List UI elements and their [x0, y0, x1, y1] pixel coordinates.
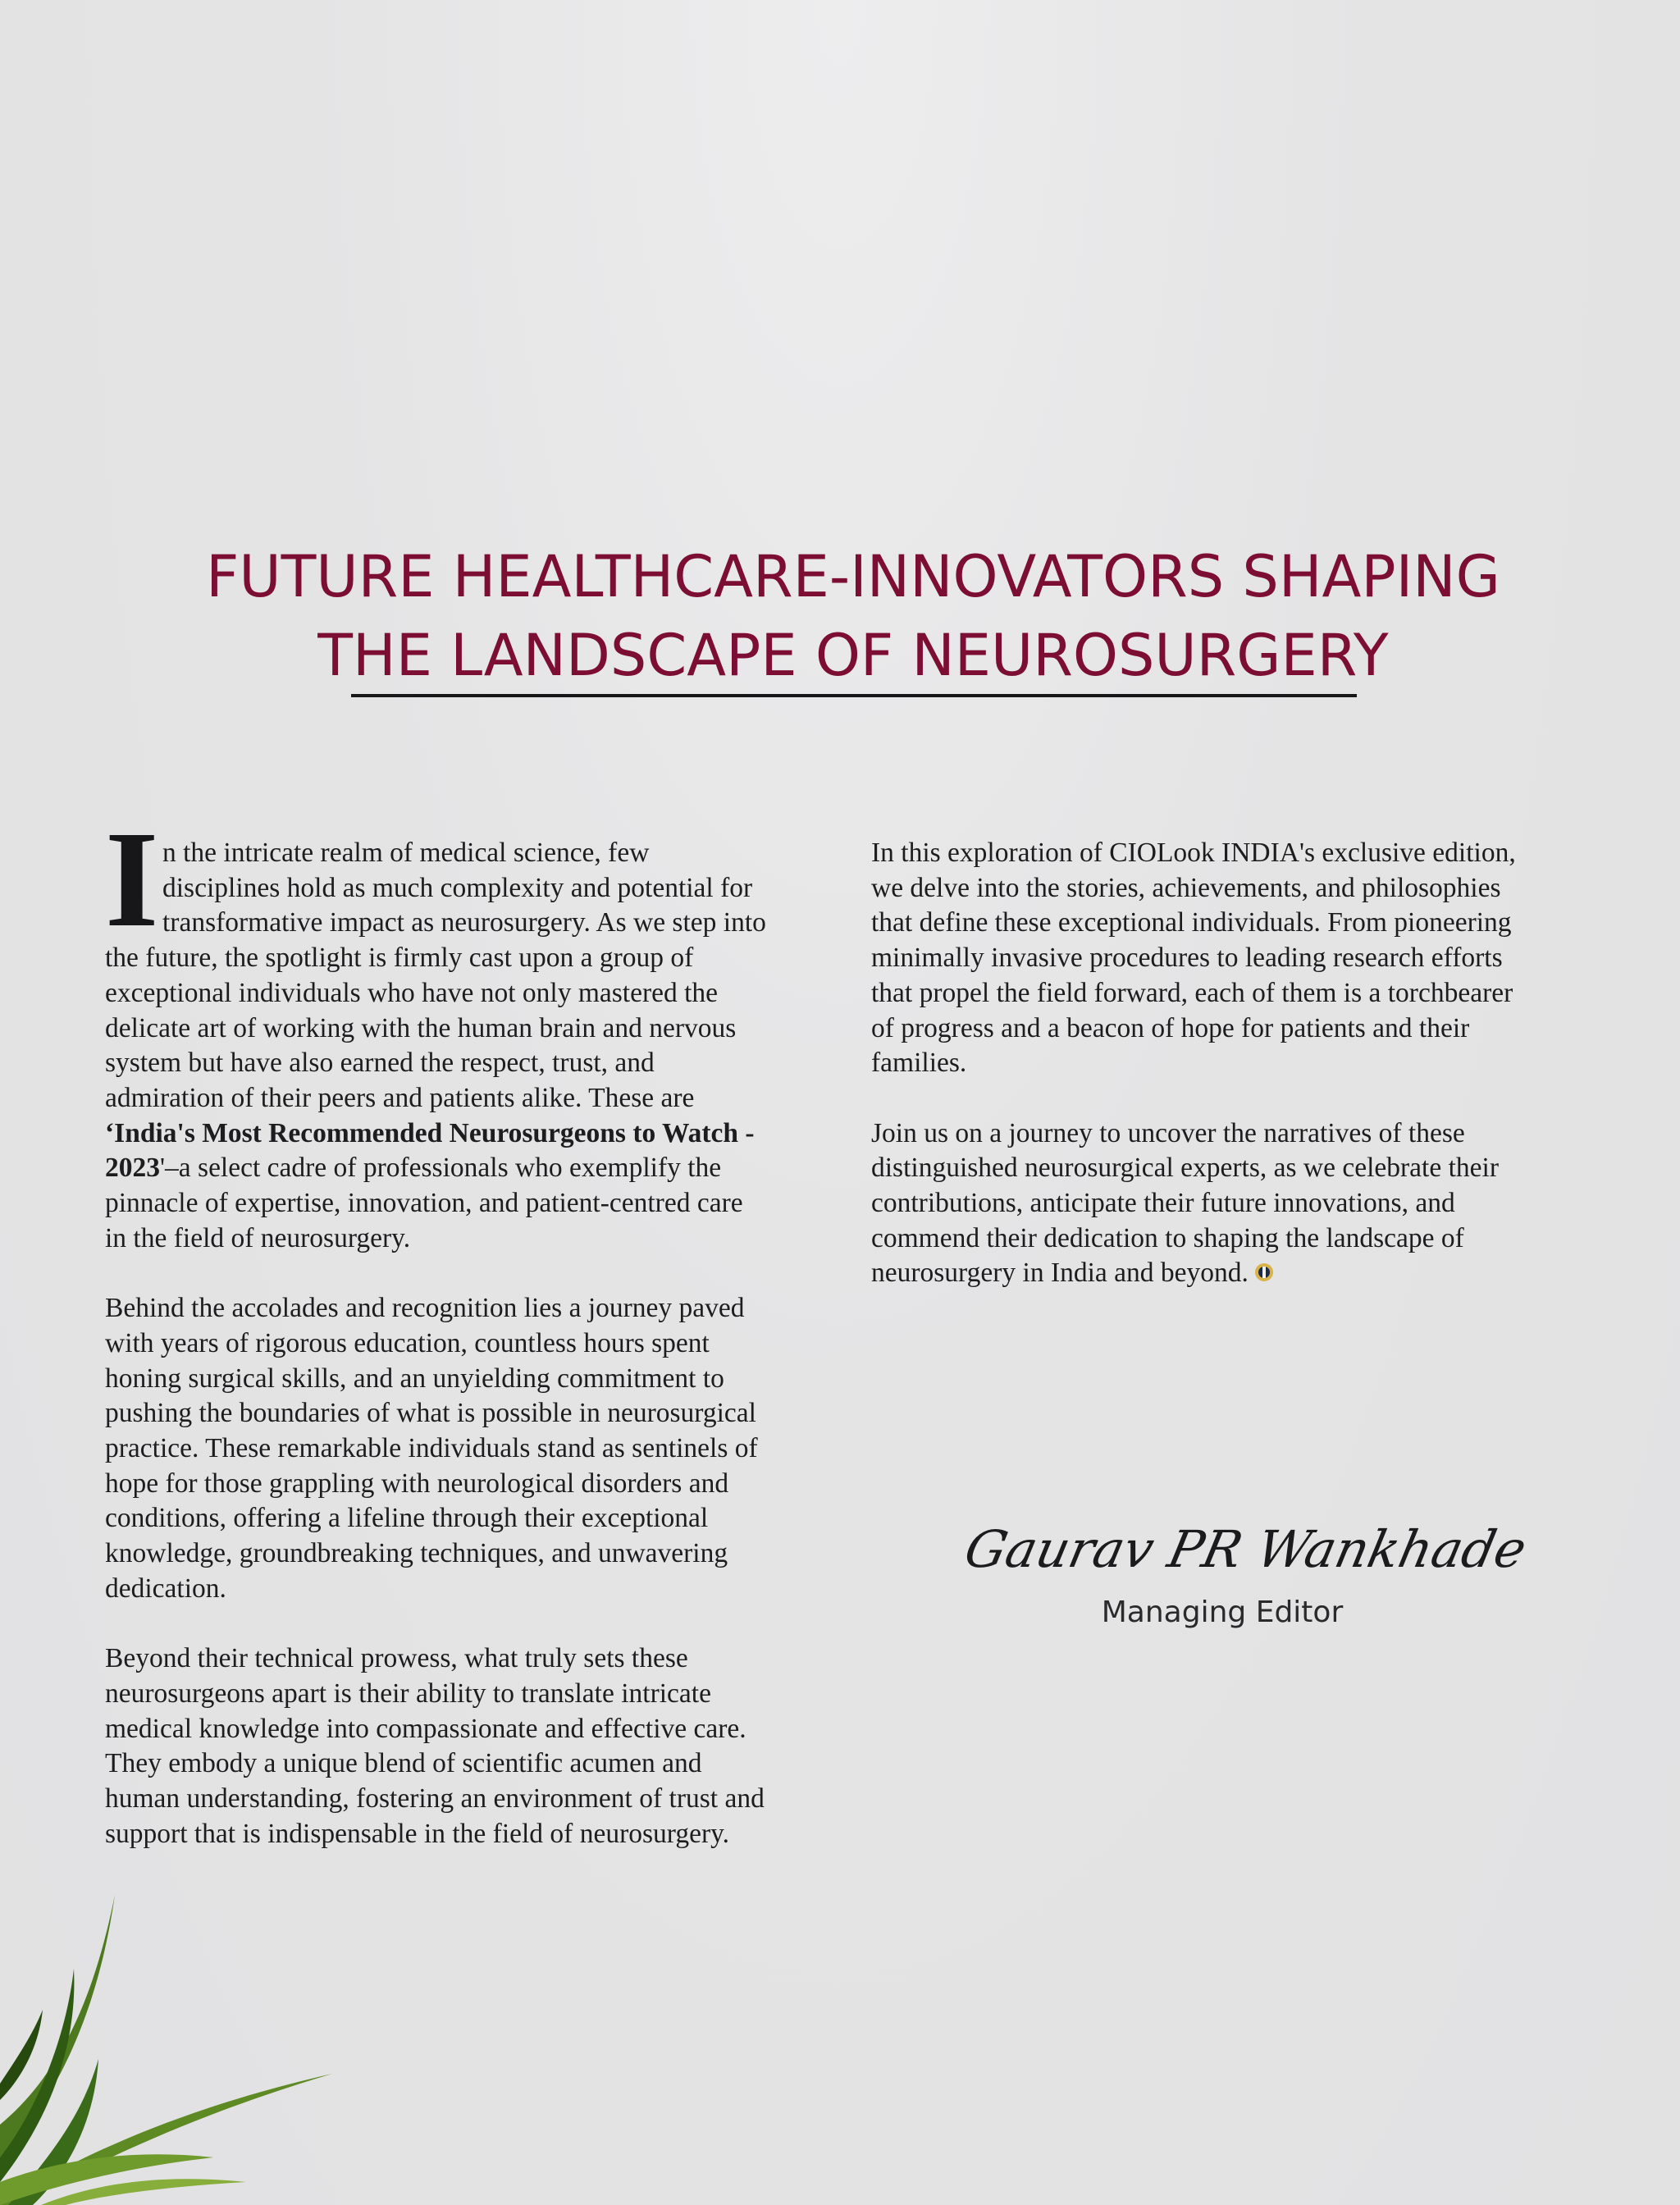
text-line: pinnacle of expertise, innovation, and patient-centred care — [105, 1188, 743, 1219]
signature-role: Managing Editor — [1101, 1596, 1344, 1629]
text-line: disciplines hold as much complexity and potential for — [162, 872, 753, 903]
text-line-end: neurosurgery in India and beyond. — [871, 1258, 1249, 1289]
text-line: exceptional individuals who have not only mastered the — [105, 977, 719, 1008]
signature-name: Gaurav PR Wankhade — [959, 1519, 1532, 1579]
text-line: support that is indispensable in the field of neurosurgery. — [105, 1818, 730, 1849]
text-line: commend their dedication to shaping the landscape of — [871, 1222, 1464, 1253]
text-line: admiration of their peers and patients alike. These are — [105, 1082, 695, 1113]
text-line: knowledge, groundbreaking techniques, and unwavering — [105, 1538, 728, 1569]
plant-decoration — [0, 1772, 361, 2205]
text-line: of progress and a beacon of hope for patients and their — [871, 1012, 1470, 1043]
text-line: neurosurgeons apart is their ability to translate intricate — [105, 1678, 711, 1709]
text-line: that define these exceptional individuals. From pioneering — [871, 907, 1512, 938]
right-column — [871, 836, 1593, 1326]
text-line: In this exploration of CIOLook INDIA's exclusive edition, — [871, 838, 1516, 868]
text-line: distinguished neurosurgical experts, as we celebrate their — [871, 1153, 1499, 1184]
text-line: conditions, offering a lifeline through their exceptional — [105, 1503, 709, 1534]
text-line: delicate art of working with the human brain and nervous — [105, 1012, 737, 1043]
text-line: contributions, anticipate their future innovations, and — [871, 1188, 1455, 1219]
editor-signature — [959, 1501, 1532, 1600]
text-line: in the field of neurosurgery. — [105, 1222, 411, 1253]
text-line — [105, 1151, 827, 1186]
text-line: minimally invasive procedures to leading research efforts — [871, 943, 1503, 974]
article-title-line-1: FUTURE HEALTHCARE-INNOVATORS SHAPING — [206, 543, 1500, 610]
title-underline — [351, 694, 1357, 697]
text-line: dedication. — [105, 1573, 226, 1604]
text-line: They embody a unique blend of scientific acumen and — [105, 1748, 702, 1779]
text-line: n the intricate realm of medical science, few — [162, 838, 650, 868]
left-paragraph-2 — [105, 1291, 827, 1606]
award-title-line: ‘India's Most Recommended Neurosurgeons to Watch - — [105, 1117, 755, 1148]
text-line: families. — [871, 1048, 967, 1079]
text-line: medical knowledge into compassionate and effective care. — [105, 1713, 746, 1744]
text-line: Beyond their technical prowess, what truly sets these — [105, 1643, 688, 1674]
right-paragraph-1 — [871, 836, 1593, 1081]
award-year: 2023 — [105, 1153, 160, 1184]
text-line: with years of rigorous education, countless hours spent — [105, 1327, 710, 1358]
text-line: practice. These remarkable individuals stand as sentinels of — [105, 1432, 758, 1463]
left-column — [105, 836, 827, 1887]
text-line: transformative impact as neurosurgery. As we step into — [162, 907, 766, 938]
text-line: pushing the boundaries of what is possible in neurosurgical — [105, 1398, 756, 1429]
text-line: we delve into the stories, achievements, and philosophies — [871, 872, 1501, 903]
text-line-rest: '–a select cadre of professionals who exemplify the — [160, 1153, 722, 1184]
text-line: the future, the spotlight is firmly cast upon a group of — [105, 943, 694, 974]
text-line: hope for those grappling with neurological disorders and — [105, 1468, 729, 1499]
text-line: human understanding, fostering an environment of trust and — [105, 1783, 765, 1814]
text-line: system but have also earned the respect, trust, and — [105, 1048, 655, 1079]
drop-cap: I — [105, 803, 159, 956]
article-title — [164, 537, 1542, 695]
text-line: Behind the accolades and recognition lies a journey paved — [105, 1293, 745, 1324]
ciolook-logo-icon — [1253, 1260, 1275, 1285]
text-line: Join us on a journey to uncover the narratives of these — [871, 1117, 1465, 1148]
text-line: honing surgical skills, and an unyielding commitment to — [105, 1363, 724, 1394]
left-paragraph-1 — [105, 836, 827, 1256]
text-line: that propel the field forward, each of them is a torchbearer — [871, 977, 1513, 1008]
text-line — [871, 1256, 1593, 1291]
article-title-line-2: THE LANDSCAPE OF NEUROSURGERY — [317, 622, 1389, 689]
right-paragraph-2 — [871, 1116, 1593, 1292]
